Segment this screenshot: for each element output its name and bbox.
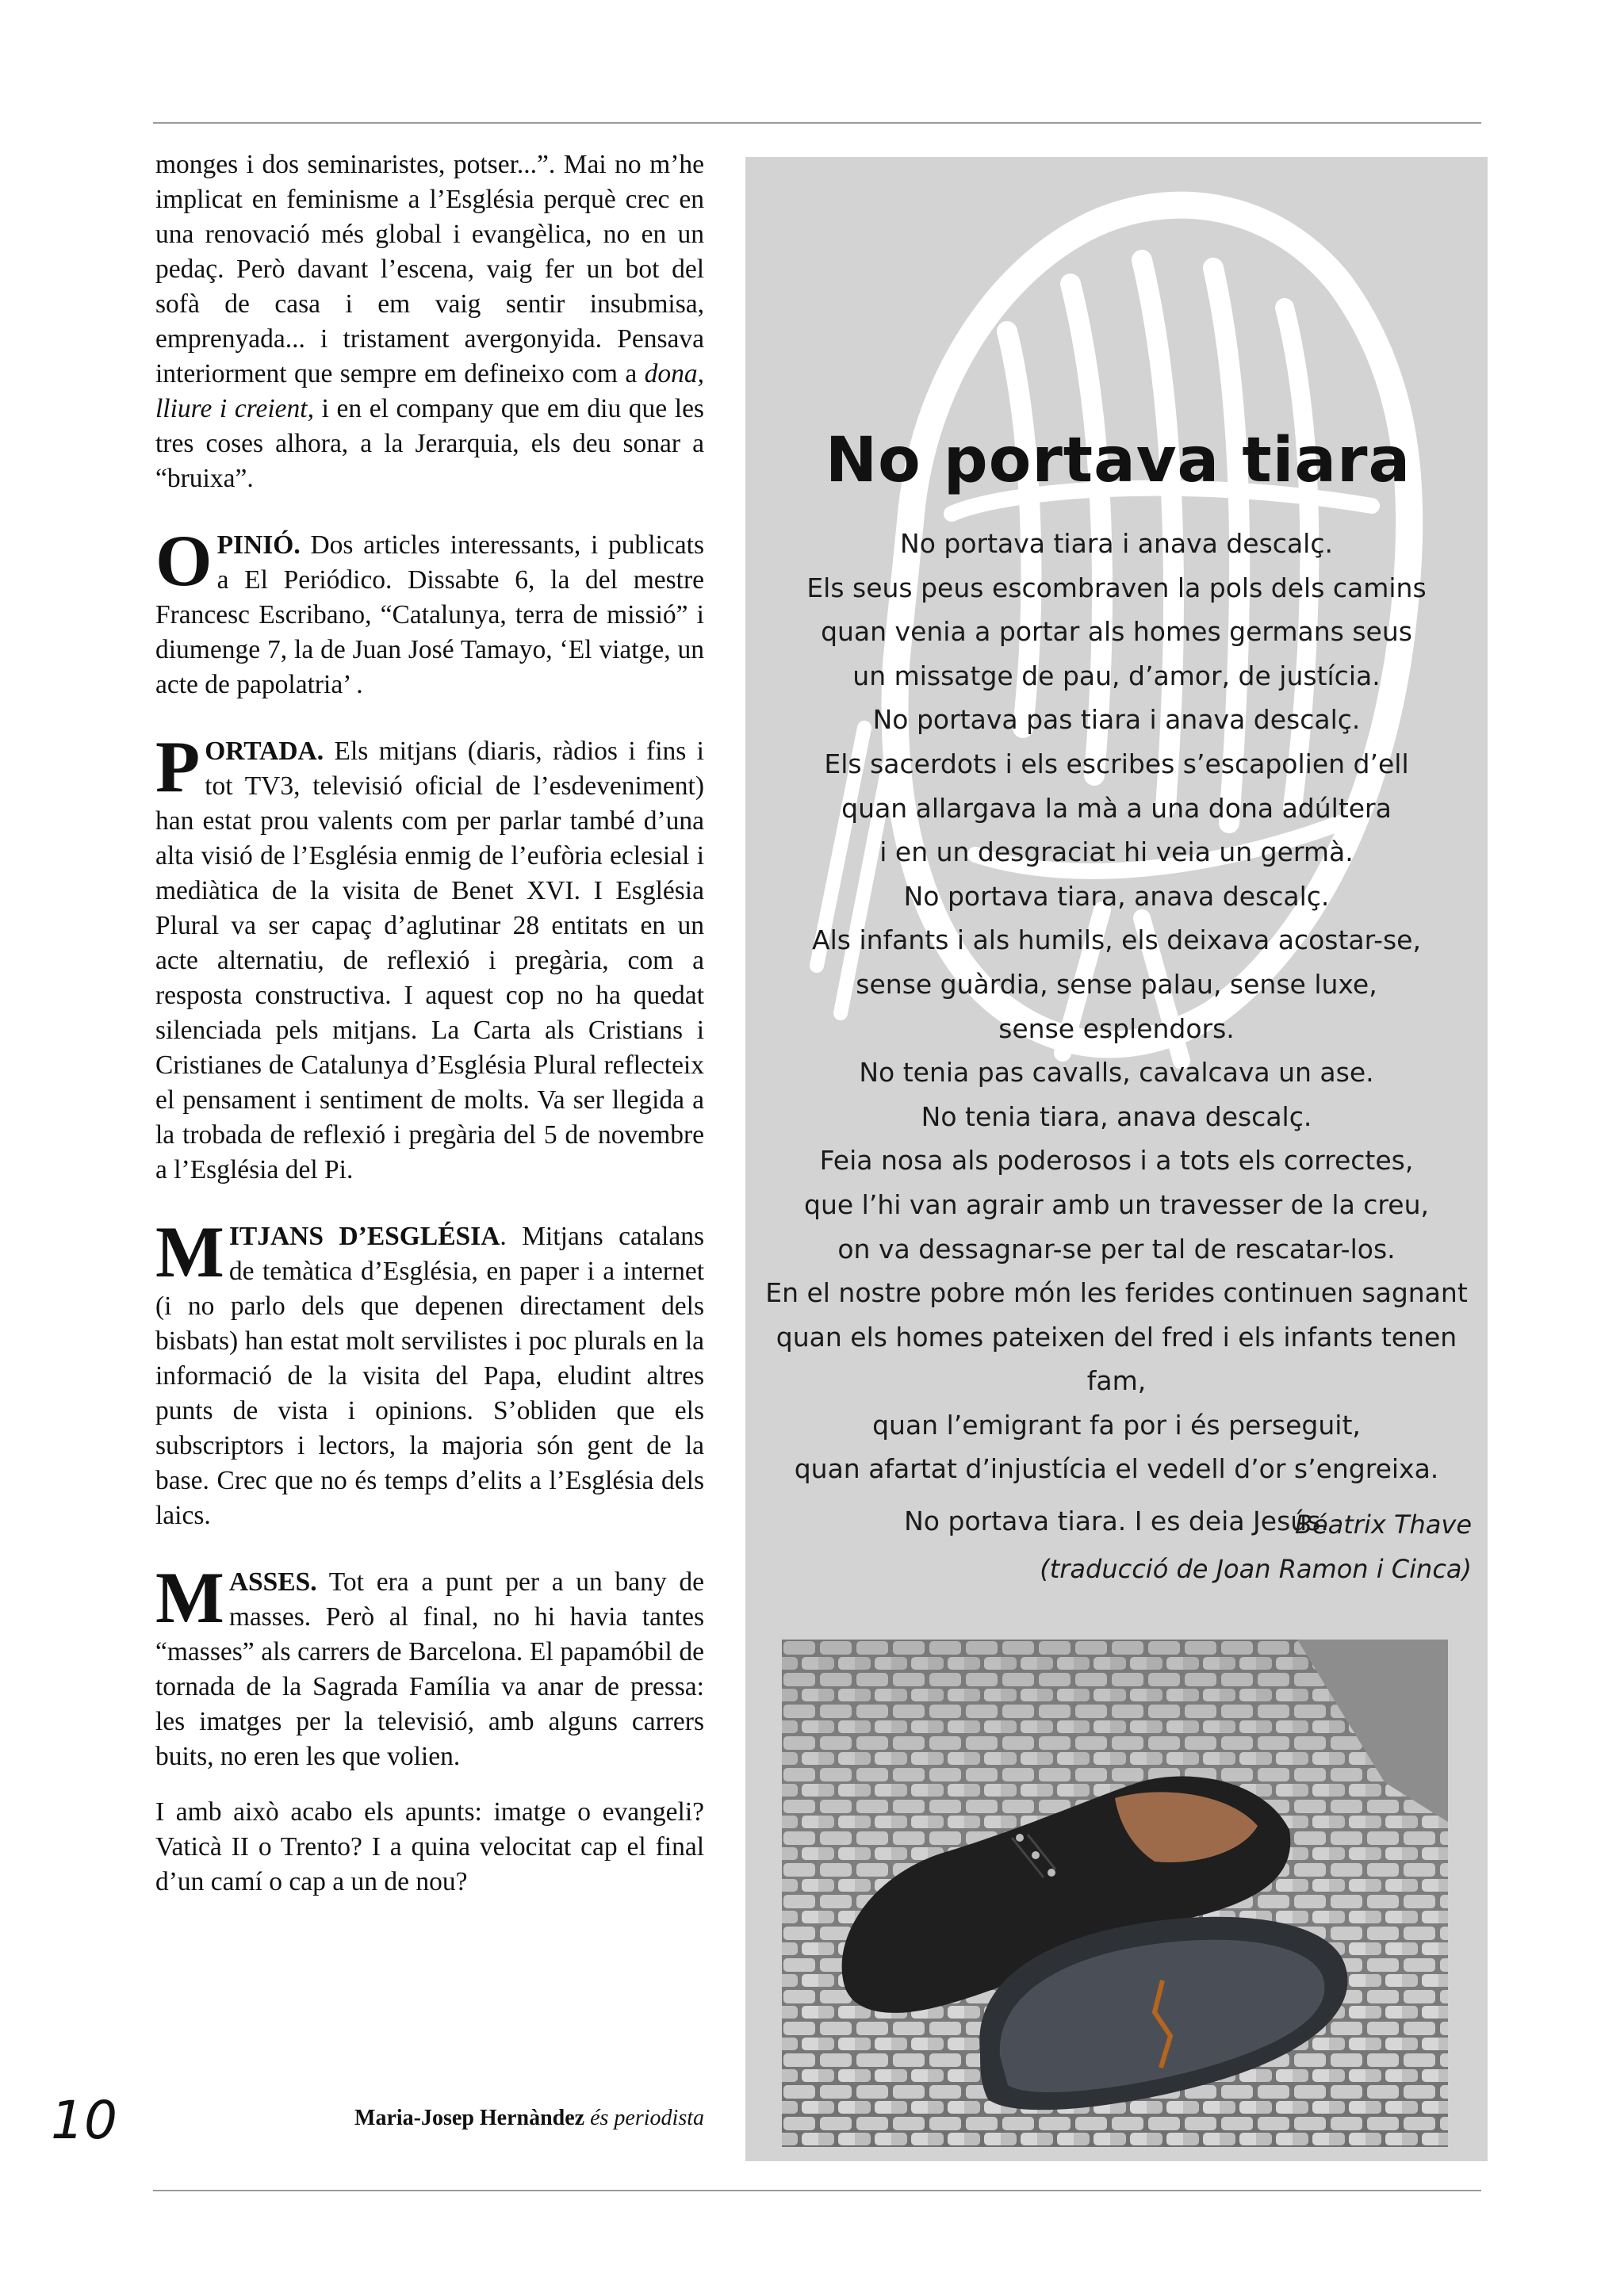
poem-body	[761, 522, 1472, 1544]
opinio-paragraph	[155, 520, 704, 702]
portada-paragraph	[155, 726, 704, 1188]
intro-emphasis: dona, lliure i creient,	[155, 359, 704, 423]
poem-line: No portava pas tiara i anava descalç.	[872, 704, 1361, 736]
intro-paragraph	[155, 147, 704, 496]
poem-panel	[745, 157, 1488, 2161]
opinio-text: Dos articles interessants, i publicats a El Periódico. Dissabte 6, la del mestre Francesc Escribano, “Catalunya, terra de missió” i diumenge 7, la de Juan José Tamayo, ‘El viatge, un acte de papolatria’ .	[155, 530, 704, 699]
masses-text: Tot era a punt per a un bany de masses. Però al final, no hi havia tantes “masses” als carrers de Barcelona. El papamóbil de tornada de la Sagrada Família va anar de pressa: les imatges per la televisió, amb alguns carrers buits, no eren les que volien.	[155, 1567, 704, 1771]
poem-line: No tenia pas cavalls, cavalcava un ase.	[859, 1057, 1374, 1089]
poem-title: No portava tiara	[825, 425, 1411, 496]
poem-author: Béatrix Thave	[1294, 1510, 1472, 1540]
author-role: és periodista	[584, 2106, 704, 2130]
poem-line: quan venia a portar als homes germans seus	[821, 616, 1412, 648]
masses-paragraph	[155, 1557, 704, 1774]
poem-translator: (traducció de Joan Ramon i Cinca)	[1040, 1554, 1472, 1584]
poem-line: Als infants i als humils, els deixava acostar-se,	[812, 924, 1421, 956]
poem-line: No portava tiara i anava descalç.	[900, 528, 1333, 559]
poem-line: No portava tiara, anava descalç.	[903, 880, 1330, 912]
poem-line: que l’hi van agrair amb un travesser de la creu,	[804, 1188, 1429, 1220]
article-signature	[354, 2106, 704, 2131]
intro-text-1: monges i dos seminaristes, potser...”. Mai no m’he implicat en feminisme a l’Església perquè crec en una renovació més global i evangèlica, no en un pedaç. Però davant l’escena, vaig fer un bot del sofà de casa i em vaig sentir insubmisa, emprenyada... i tristament avergonyida. Pensava interiorment que sempre em defineixo com a	[155, 150, 704, 388]
top-rule	[153, 122, 1481, 124]
masses-lead: ASSES.	[228, 1567, 317, 1597]
mitjans-text: . Mitjans catalans de temàtica d’Església, en paper i a internet (i no parlo dels que depenen directament dels bisbats) han estat molt servilistes i poc plurals en la informació de la visita del Papa, eludint altres punts de vista i opinions. S’obliden que els subscriptors i lectors, la majoria són gent de la base. Crec que no és temps d’elits a l’Església dels laics.	[155, 1222, 704, 1530]
portada-text: Els mitjans (diaris, ràdios i fins i tot TV3, televisió oficial de l’esdeveniment) han estat prou valents com per parlar també d’una alta visió de l’Església enmig de l’eufòria eclesial i mediàtica de la visita de Benet XVI. I Església Plural va ser capaç d’aglutinar 28 entitats en un acte alternatiu, de reflexió i pregària, com a resposta constructiva. I aquest cop no ha quedat silenciada pels mitjans. La Carta als Cristians i Cristianes de Catalunya d’Església Plural reflecteix el pensament i sentiment de molts. Va ser llegida a la trobada de reflexió i pregària del 5 de novembre a l’Església del Pi.	[155, 737, 704, 1184]
poem-line: No tenia tiara, anava descalç.	[921, 1100, 1312, 1132]
bottom-rule	[153, 2190, 1481, 2191]
closing-paragraph: I amb això acabo els apunts: imatge o evangeli? Vaticà II o Trento? I a quina velocitat cap el final d’un camí o cap a un de nou?	[155, 1797, 704, 1896]
dropcap-m: M	[155, 1211, 224, 1292]
shoes-photo	[782, 1640, 1448, 2147]
author-name: Maria-Josep Hernàndez	[354, 2106, 585, 2130]
dropcap-m-2: M	[155, 1557, 224, 1638]
poem-line: En el nostre pobre món les ferides continuen sagnant	[765, 1277, 1468, 1309]
portada-lead: ORTADA.	[205, 737, 324, 766]
opinio-lead: PINIÓ.	[216, 530, 301, 560]
intro-text-2: i en el company que em diu que les tres coses alhora, a la Jerarquia, els deu sonar a “bruixa”.	[155, 394, 704, 493]
poem-line: Els seus peus escombraven la pols dels camins	[806, 572, 1427, 603]
poem-line: on va dessagnar-se per tal de rescatar-los.	[837, 1233, 1396, 1265]
poem-final-line: No portava tiara. I es deia Jesús.	[904, 1506, 1329, 1537]
poem-line: Els sacerdots i els escribes s’escapolien d’ell	[824, 748, 1409, 779]
page-number: 10	[51, 2090, 117, 2151]
poem-line: sense esplendors.	[998, 1012, 1235, 1044]
poem-line: quan allargava la mà a una dona adúltera	[841, 792, 1392, 824]
poem-line: quan afartat d’injustícia el vedell d’or s’engreixa.	[794, 1453, 1439, 1485]
dropcap-p: P	[155, 726, 201, 807]
article-column	[155, 147, 704, 1931]
poem-line: i en un desgraciat hi veia un germà.	[879, 836, 1354, 868]
dropcap-o: O	[155, 520, 213, 601]
poem-line: un missatge de pau, d’amor, de justícia.	[852, 660, 1381, 691]
poem-line: quan els homes pateixen del fred i els infants tenen fam,	[776, 1321, 1457, 1397]
mitjans-lead: ITJANS D’ESGLÉSIA	[228, 1222, 500, 1251]
poem-line: sense guàrdia, sense palau, sense luxe,	[856, 968, 1377, 1000]
poem-line: Feia nosa als poderosos i a tots els correctes,	[819, 1145, 1414, 1177]
poem-line: quan l’emigrant fa por i és perseguit,	[872, 1409, 1361, 1441]
mitjans-paragraph	[155, 1211, 704, 1533]
